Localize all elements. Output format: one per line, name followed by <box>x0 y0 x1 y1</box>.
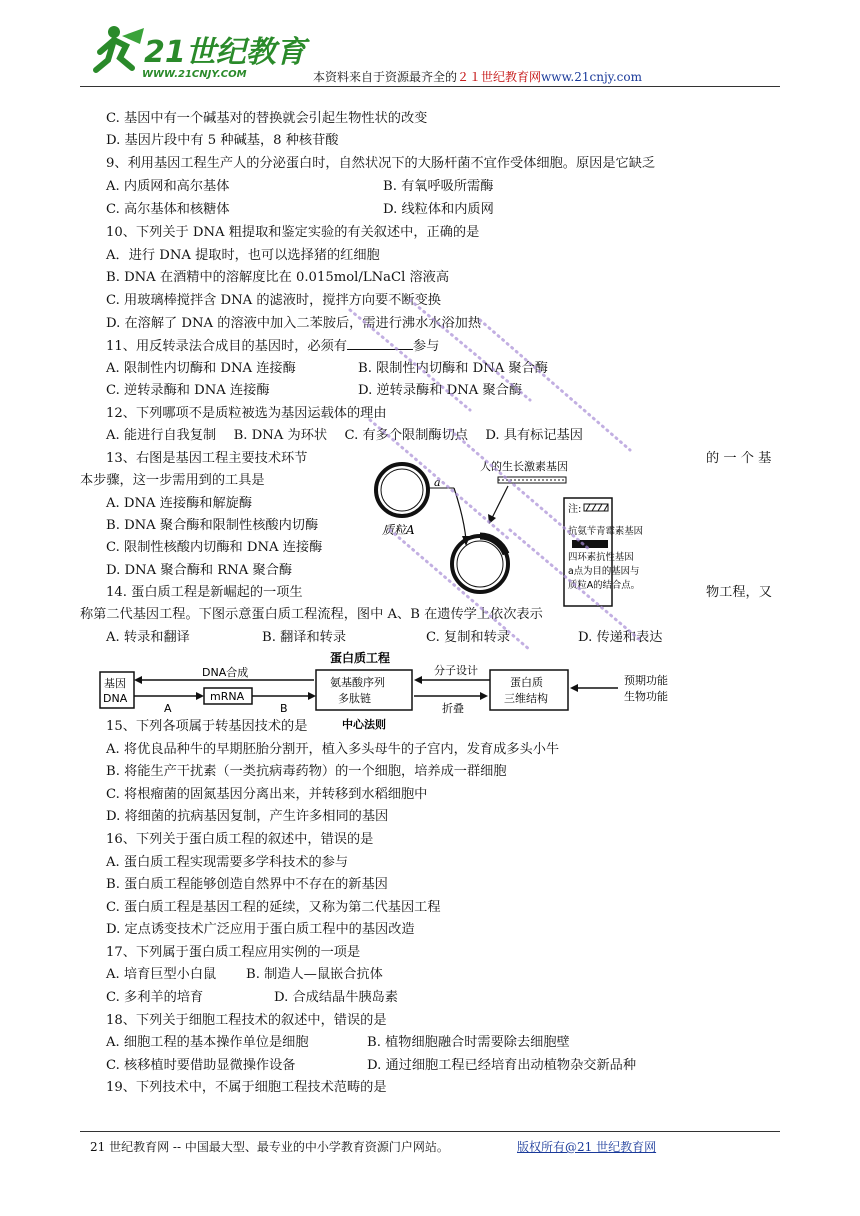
q11-stem: 11、用反转录法合成目的基因时，必须有 参与 <box>106 339 440 354</box>
q13-option-a: A. DNA 连接酶和解旋酶 <box>106 496 253 511</box>
legend-solid <box>572 540 608 548</box>
svg-text:a点为目的基因与: a点为目的基因与 <box>568 566 640 577</box>
q11-option-b: B. 限制性内切酶和 DNA 聚合酶 <box>358 361 548 376</box>
svg-text:注:: 注: <box>568 504 582 515</box>
q15-option-c: C. 将根瘤菌的固氮基因分离出来，并转移到水稻细胞中 <box>106 787 428 802</box>
answer-blank <box>347 337 413 350</box>
svg-text:基因: 基因 <box>104 677 126 690</box>
svg-text:折叠: 折叠 <box>442 702 464 715</box>
q13-option-c: C. 限制性核酸内切酶和 DNA 连接酶 <box>106 540 323 555</box>
q18-option-c: C. 核移植时要借助显微操作设备 <box>106 1058 296 1073</box>
q10-stem: 10、下列关于 DNA 粗提取和鉴定实验的有关叙述中，正确的是 <box>106 225 480 240</box>
header-site-name: ２１世纪教育网 <box>457 70 542 84</box>
flow-title: 蛋白质工程 <box>330 651 391 665</box>
q13-stem-cont: 本步骤，这一步需用到的工具是 <box>80 473 265 488</box>
q12-stem: 12、下列哪项不是质粒被选为基因运载体的理由 <box>106 406 387 421</box>
svg-text:多肽链: 多肽链 <box>338 692 371 705</box>
q13-option-d: D. DNA 聚合酶和 RNA 聚合酶 <box>106 563 293 578</box>
footer-divider <box>80 1131 780 1132</box>
q15-option-b: B. 将能生产干扰素（一类抗病毒药物）的一个细胞，培养成一群细胞 <box>106 764 507 779</box>
q17-option-a: A. 培育巨型小白鼠 <box>106 967 217 982</box>
footer-site-description: 21 世纪教育网 -- 中国最大型、最专业的中小学教育资源门户网站。 <box>90 1140 449 1154</box>
svg-text:分子设计: 分子设计 <box>434 664 478 677</box>
q9-option-a: A. 内质网和高尔基体 <box>106 179 230 194</box>
q10-option-b: B. DNA 在酒精中的溶解度比在 0.015mol/LNaCl 溶液高 <box>106 270 450 285</box>
site-logo <box>92 22 306 84</box>
svg-text:DNA: DNA <box>103 692 128 705</box>
runner-icon <box>96 26 144 70</box>
q17-option-b: B. 制造人—鼠嵌合抗体 <box>246 967 383 982</box>
q9-option-d: D. 线粒体和内质网 <box>383 202 494 217</box>
header-url[interactable]: www.21cnjy.com <box>541 70 642 84</box>
header-note: 本资料来自于资源最齐全的２１世纪教育网www.21cnjy.com <box>313 70 642 84</box>
point-a-label: a <box>434 476 441 489</box>
header-divider <box>80 86 780 87</box>
svg-text:DNA合成: DNA合成 <box>202 666 249 679</box>
q13-stem-left: 13、右图是基因工程主要技术环节 <box>106 451 308 466</box>
svg-text:mRNA: mRNA <box>210 690 245 703</box>
q16-option-b: B. 蛋白质工程能够创造自然界中不存在的新基因 <box>106 877 388 892</box>
q15-stem: 15、下列各项属于转基因技术的是 <box>106 719 308 734</box>
q14-stem-right: 物工程，又 <box>706 585 772 600</box>
q9-stem: 9、利用基因工程生产人的分泌蛋白时，自然状况下的大肠杆菌不宜作受体细胞。原因是它缺乏 <box>106 156 656 171</box>
svg-text:预期功能: 预期功能 <box>624 674 668 687</box>
plasmid-a-ring <box>376 464 428 516</box>
q14-option-b: B. 翻译和转录 <box>262 630 347 645</box>
arrow-line <box>454 488 466 540</box>
svg-text:三维结构: 三维结构 <box>504 692 548 705</box>
svg-text:质粒A的结合点。: 质粒A的结合点。 <box>568 580 641 591</box>
q12-options: A. 能进行自我复制 B. DNA 为环状 C. 有多个限制酶切点 D. 具有标记基因 <box>106 428 583 443</box>
svg-text:B: B <box>280 702 288 715</box>
q16-option-a: A. 蛋白质工程实现需要多学科技术的参与 <box>106 855 349 870</box>
q11-option-a: A. 限制性内切酶和 DNA 连接酶 <box>106 361 296 376</box>
svg-text:中心法则: 中心法则 <box>342 718 386 731</box>
q17-option-d: D. 合成结晶牛胰岛素 <box>274 990 398 1005</box>
q9-option-b: B. 有氧呼吸所需酶 <box>383 179 494 194</box>
svg-text:生物功能: 生物功能 <box>624 690 668 703</box>
q14-stem-cont: 称第二代基因工程。下图示意蛋白质工程流程，图中 A、B 在遗传学上依次表示 <box>80 607 543 622</box>
q18-stem: 18、下列关于细胞工程技术的叙述中，错误的是 <box>106 1013 387 1028</box>
q10-option-d: D. 在溶解了 DNA 的溶液中加入二苯胺后，需进行沸水水浴加热 <box>106 316 482 331</box>
q16-option-c: C. 蛋白质工程是基因工程的延续，又称为第二代基因工程 <box>106 900 441 915</box>
q14-stem-left: 14. 蛋白质工程是新崛起的一项生 <box>106 585 303 600</box>
q10-option-c: C. 用玻璃棒搅拌含 DNA 的滤液时，搅拌方向要不断变换 <box>106 293 441 308</box>
q11-option-c: C. 逆转录酶和 DNA 连接酶 <box>106 383 270 398</box>
q13-stem-right: 的 一 个 基 <box>706 451 772 466</box>
gene-label: 人的生长激素基因 <box>480 460 568 473</box>
plasmid-a-label: 质粒A <box>382 523 415 537</box>
q17-option-c: C. 多利羊的培育 <box>106 990 204 1005</box>
q18-option-a: A. 细胞工程的基本操作单位是细胞 <box>106 1035 309 1050</box>
q16-option-d: D. 定点诱变技术广泛应用于蛋白质工程中的基因改造 <box>106 922 415 937</box>
q18-option-d: D. 通过细胞工程已经培育出动植物杂交新品种 <box>367 1058 637 1073</box>
svg-text:蛋白质: 蛋白质 <box>510 676 543 689</box>
q8-option-c: C. 基因中有一个碱基对的替换就会引起生物性状的改变 <box>106 111 428 126</box>
svg-text:A: A <box>164 702 172 715</box>
q9-option-c: C. 高尔基体和核糖体 <box>106 202 230 217</box>
footer-copyright-link[interactable]: 版权所有@21 世纪教育网 <box>517 1140 657 1154</box>
legend-ampicillin: 抗氨苄青霉素基因 <box>568 526 644 537</box>
svg-text:氨基酸序列: 氨基酸序列 <box>330 676 385 689</box>
q17-stem: 17、下列属于蛋白质工程应用实例的一项是 <box>106 945 361 960</box>
q8-option-d: D. 基因片段中有 5 种碱基，8 种核苷酸 <box>106 133 339 148</box>
q10-option-a: A．进行 DNA 提取时，也可以选择猪的红细胞 <box>106 248 380 263</box>
q14-option-c: C. 复制和转录 <box>426 630 510 645</box>
q15-option-d: D. 将细菌的抗病基因复制，产生许多相同的基因 <box>106 809 389 824</box>
svg-text:四环素抗性基因: 四环素抗性基因 <box>568 552 634 563</box>
plasmid-diagram <box>368 458 644 608</box>
q11-option-d: D. 逆转录酶和 DNA 聚合酶 <box>358 383 523 398</box>
q14-option-a: A. 转录和翻译 <box>106 630 190 645</box>
q16-stem: 16、下列关于蛋白质工程的叙述中，错误的是 <box>106 832 374 847</box>
q14-option-d: D. 传递和表达 <box>578 630 663 645</box>
q19-stem: 19、下列技术中，不属于细胞工程技术范畴的是 <box>106 1080 387 1095</box>
q13-option-b: B. DNA 聚合酶和限制性核酸内切酶 <box>106 518 319 533</box>
q15-option-a: A. 将优良品种牛的早期胚胎分割开，植入多头母牛的子宫内，发育成多头小牛 <box>106 742 560 757</box>
logo-text: 21世纪教育 <box>144 35 306 70</box>
q18-option-b: B. 植物细胞融合时需要除去细胞壁 <box>367 1035 570 1050</box>
logo-url: WWW.21CNJY.COM <box>142 69 247 80</box>
